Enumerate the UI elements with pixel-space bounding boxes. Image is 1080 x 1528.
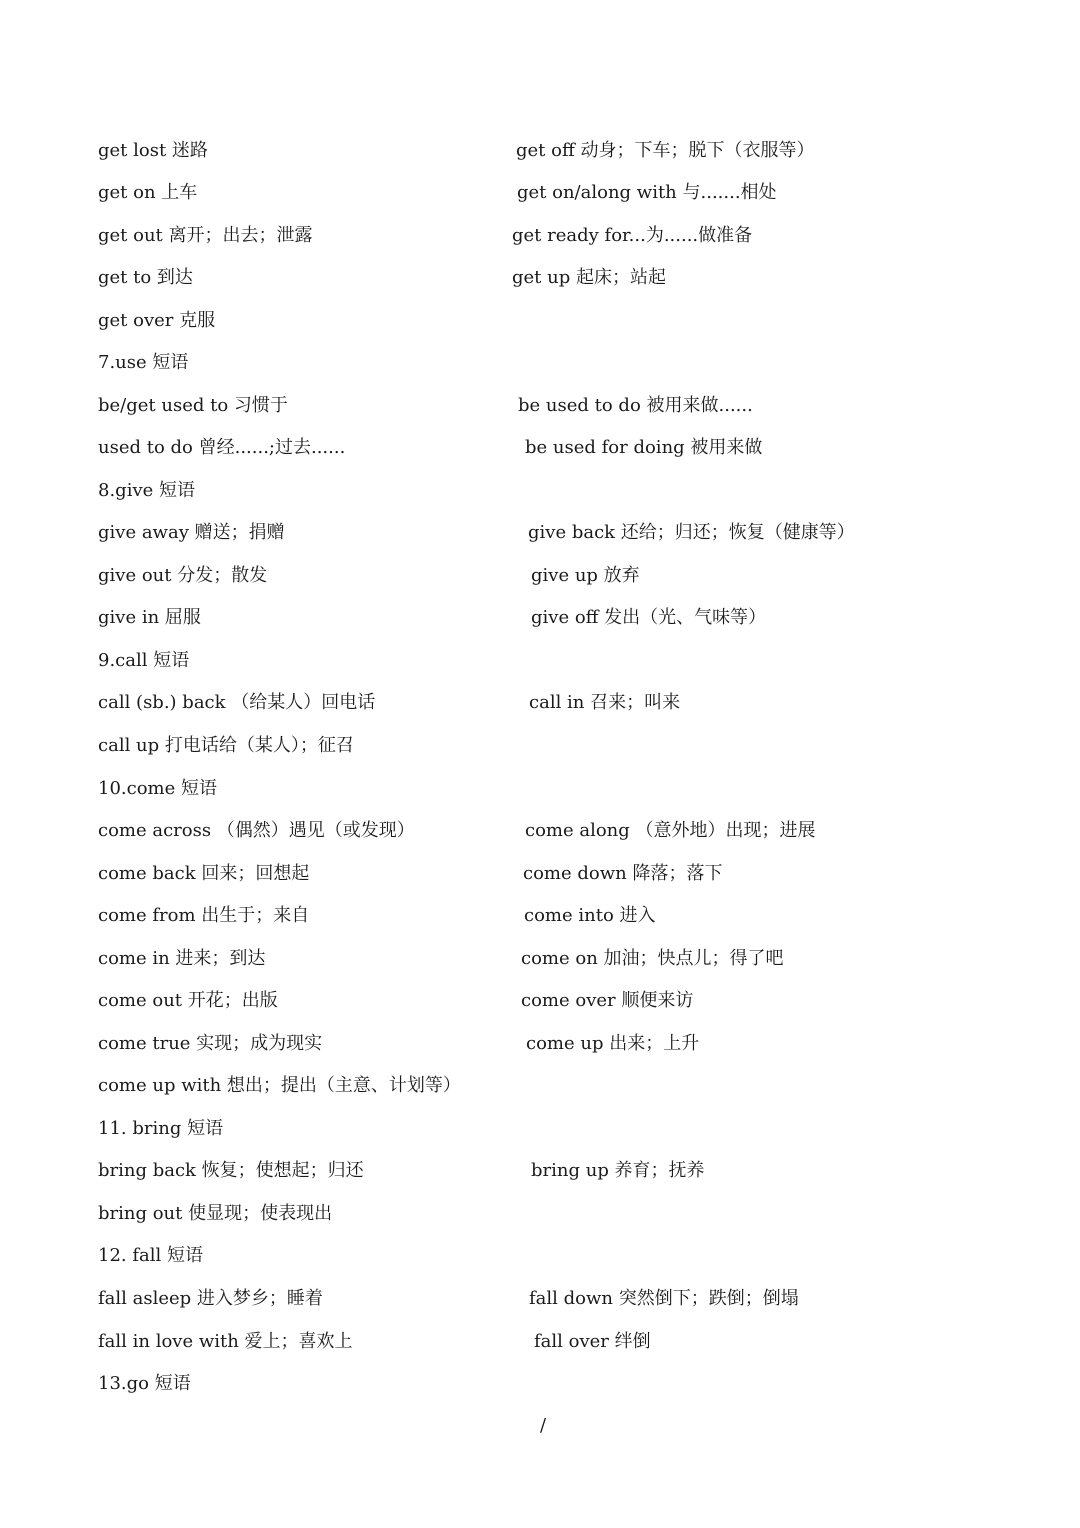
phrase-left: give in 屈服	[98, 607, 201, 628]
list-item	[0, 1199, 1080, 1229]
phrase-right: come on 加油；快点儿；得了吧	[521, 948, 784, 969]
phrase-left: bring back 恢复；使想起；归还	[98, 1160, 364, 1181]
list-item	[0, 1284, 1080, 1314]
phrase-left: get lost 迷路	[98, 140, 208, 161]
phrase-right: give up 放弃	[531, 565, 640, 586]
section-title: 8.give 短语	[98, 480, 195, 501]
section-title: 11. bring 短语	[98, 1118, 224, 1139]
phrase-right: be used for doing 被用来做	[525, 437, 763, 458]
list-item	[0, 901, 1080, 931]
phrase-right: call in 召来；叫来	[529, 692, 681, 713]
phrase-left: bring out 使显现；使表现出	[98, 1203, 333, 1224]
list-item	[0, 731, 1080, 761]
list-item	[0, 518, 1080, 548]
page-footer-mark: /	[540, 1415, 547, 1436]
list-item	[0, 433, 1080, 463]
list-item	[0, 1071, 1080, 1101]
section-heading	[0, 1241, 1080, 1271]
phrase-right: get off 动身；下车；脱下（衣服等）	[516, 140, 815, 161]
phrase-left: get to 到达	[98, 267, 193, 288]
section-title: 7.use 短语	[98, 352, 189, 373]
section-heading	[0, 1369, 1080, 1399]
list-item	[0, 816, 1080, 846]
list-item	[0, 1029, 1080, 1059]
section-title: 13.go 短语	[98, 1373, 191, 1394]
phrase-right: come along （意外地）出现；进展	[525, 820, 816, 841]
phrase-left: be/get used to 习惯于	[98, 395, 288, 416]
list-item	[0, 263, 1080, 293]
phrase-left: used to do 曾经......;过去......	[98, 437, 346, 458]
phrase-right: come into 进入	[524, 905, 656, 926]
phrase-right: give off 发出（光、气味等）	[531, 607, 767, 628]
phrase-right: get ready for...为......做准备	[512, 225, 753, 246]
section-heading	[0, 476, 1080, 506]
phrase-left: come in 进来；到达	[98, 948, 266, 969]
list-item	[0, 178, 1080, 208]
phrase-left: get on 上车	[98, 182, 198, 203]
list-item	[0, 944, 1080, 974]
phrase-left: fall asleep 进入梦乡；睡着	[98, 1288, 323, 1309]
phrase-left: come out 开花；出版	[98, 990, 278, 1011]
phrase-left: fall in love with 爱上；喜欢上	[98, 1331, 353, 1352]
phrase-left: call up 打电话给（某人）；征召	[98, 735, 354, 756]
list-item	[0, 1327, 1080, 1357]
section-heading	[0, 348, 1080, 378]
list-item	[0, 986, 1080, 1016]
phrase-right: get on/along with 与.......相处	[517, 182, 777, 203]
phrase-right: fall down 突然倒下；跌倒；倒塌	[529, 1288, 799, 1309]
phrase-right: come up 出来；上升	[526, 1033, 700, 1054]
phrase-left: give away 赠送；捐赠	[98, 522, 285, 543]
section-heading	[0, 774, 1080, 804]
phrase-left: call (sb.) back （给某人）回电话	[98, 692, 376, 713]
section-title: 10.come 短语	[98, 778, 217, 799]
phrase-left: get out 离开；出去；泄露	[98, 225, 313, 246]
list-item	[0, 1156, 1080, 1186]
phrase-left: give out 分发；散发	[98, 565, 268, 586]
list-item	[0, 136, 1080, 166]
list-item	[0, 603, 1080, 633]
phrase-right: be used to do 被用来做......	[518, 395, 753, 416]
list-item	[0, 221, 1080, 251]
section-heading	[0, 646, 1080, 676]
list-item	[0, 561, 1080, 591]
list-item	[0, 306, 1080, 336]
phrase-right: give back 还给；归还；恢复（健康等）	[528, 522, 855, 543]
phrase-left: come from 出生于；来自	[98, 905, 310, 926]
phrase-right: come over 顺便来访	[521, 990, 694, 1011]
section-title: 12. fall 短语	[98, 1245, 203, 1266]
list-item	[0, 859, 1080, 889]
section-heading	[0, 1114, 1080, 1144]
phrase-right: come down 降落；落下	[523, 863, 723, 884]
phrase-right: get up 起床；站起	[512, 267, 666, 288]
section-title: 9.call 短语	[98, 650, 190, 671]
phrase-left: come back 回来；回想起	[98, 863, 310, 884]
phrase-left: come true 实现；成为现实	[98, 1033, 323, 1054]
phrase-left: come up with 想出；提出（主意、计划等）	[98, 1075, 461, 1096]
phrase-right: bring up 养育；抚养	[531, 1160, 705, 1181]
phrase-left: come across （偶然）遇见（或发现）	[98, 820, 415, 841]
list-item	[0, 391, 1080, 421]
phrase-left: get over 克服	[98, 310, 216, 331]
list-item	[0, 688, 1080, 718]
phrase-right: fall over 绊倒	[534, 1331, 651, 1352]
